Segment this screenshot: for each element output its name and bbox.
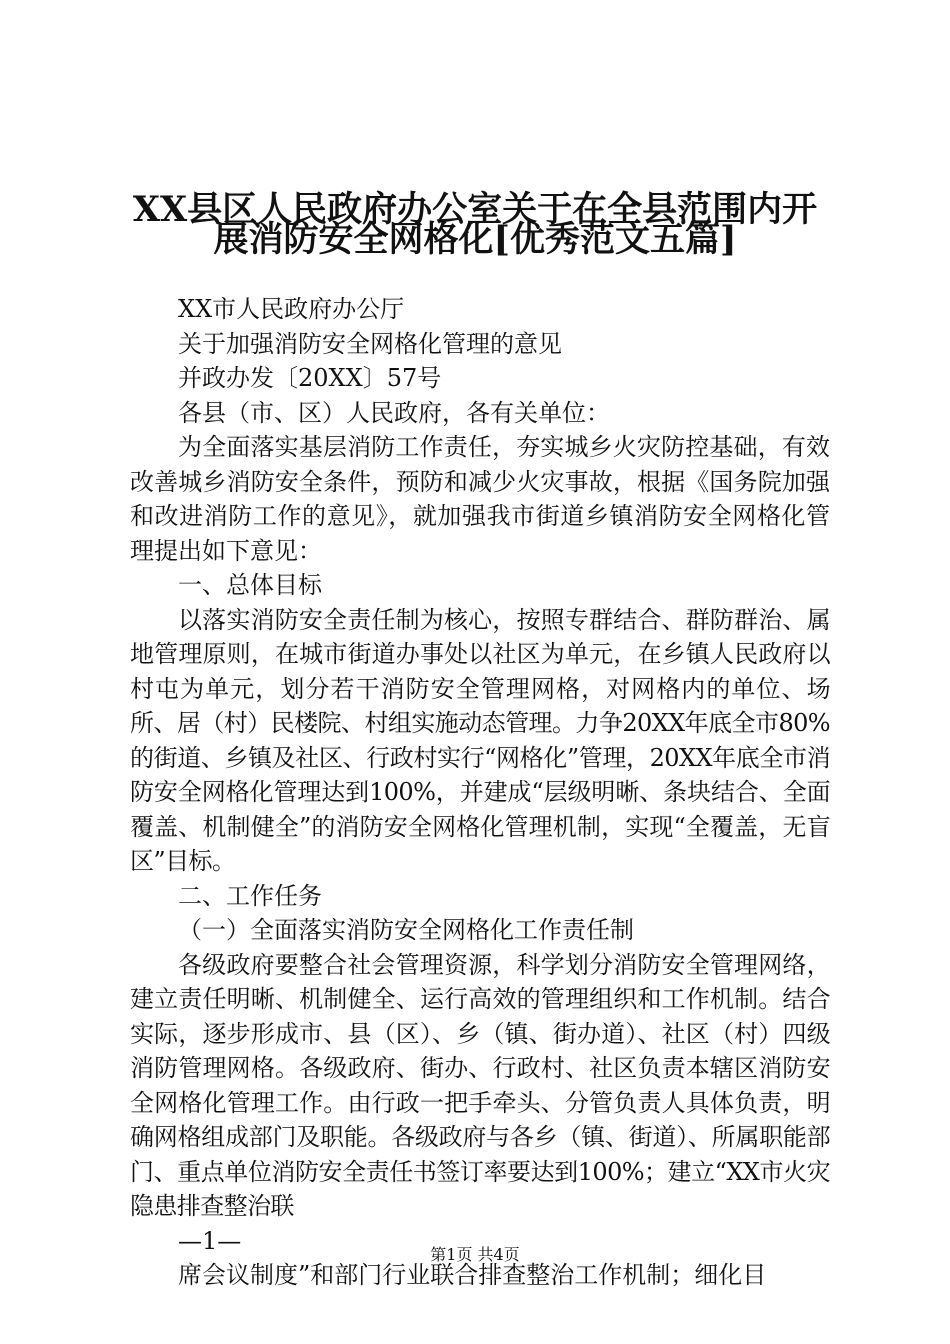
paragraph-doc-number: 并政办发〔20XX〕57号 xyxy=(178,364,442,392)
heading-overall-goal: 一、总体目标 xyxy=(178,571,322,599)
document-title-line-2: 展消防安全网格化[优秀范文五篇] xyxy=(213,219,737,260)
paragraph-continuation: 席会议制度”和部门行业联合排查整治工作机制；细化目 xyxy=(178,1261,767,1289)
paragraph-task-one: 各级政府要整合社会管理资源，科学划分消防安全管理网络，建立责任明晰、机制健全、运行高效的管理组织和工作机制。结合实际，逐步形成市、县（区）、乡（镇、街办道）、社区（村）四级消防管理网格。各级政府、街办、行政村、社区负责本辖区消防安全网格化管理工作。由行政一把手牵头、分管负责人具体负责，明确网格组成部门及职能。各级政府与各乡（镇、街道）、所属职能部门、重点单位消防安全责任书签订率要达到100%；建立“XX市火灾隐患排查整治联 xyxy=(130,950,830,1220)
document-body xyxy=(130,292,830,1293)
paragraph-subject: 关于加强消防安全网格化管理的意见 xyxy=(178,329,562,358)
document-title-line-1: XX县区人民政府办公室关于在全县范围内开 xyxy=(132,189,818,230)
paragraph-overall-goal: 以落实消防安全责任制为核心，按照专群结合、群防群治、属地管理原则，在城市街道办事处以社区为单元，在乡镇人民政府以村屯为单元，划分若干消防安全管理网格，对网格内的单位、场所、居（村）民楼院、村组实施动态管理。力争20XX年底全市80%的街道、乡镇及社区、行政村实行“网格化”管理，20XX年底全市消防安全网格化管理达到100%，并建成“层级明晰、条块结合、全面覆盖、机制健全”的消防安全网格化管理机制，实现“全覆盖，无盲区”目标。 xyxy=(130,605,830,875)
paragraph-issuer: XX市人民政府办公厅 xyxy=(178,295,405,323)
heading-task-one: （一）全面落实消防安全网格化工作责任制 xyxy=(178,916,634,944)
page-footer: 第1页 共4页 xyxy=(430,1245,520,1264)
inner-page-number: —1— xyxy=(178,1226,242,1255)
heading-work-tasks: 二、工作任务 xyxy=(178,881,322,910)
paragraph-salutation: 各县（市、区）人民政府，各有关单位： xyxy=(178,398,610,427)
paragraph-intro: 为全面落实基层消防工作责任，夯实城乡火灾防控基础，有效改善城乡消防安全条件，预防和减少火灾事故，根据《国务院加强和改进消防工作的意见》，就加强我市街道乡镇消防安全网格化管理提出如下意见： xyxy=(130,433,830,565)
